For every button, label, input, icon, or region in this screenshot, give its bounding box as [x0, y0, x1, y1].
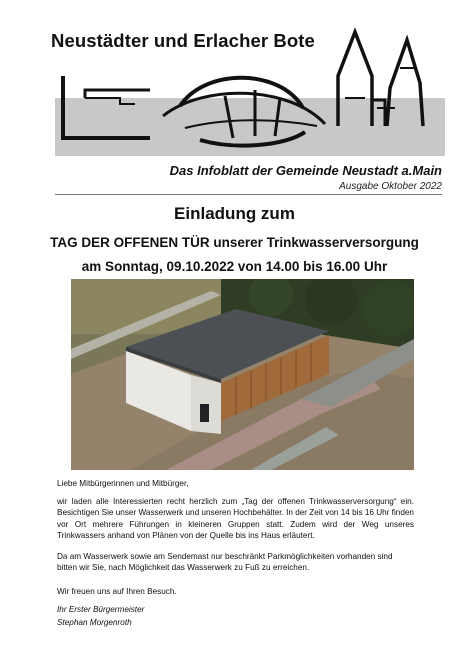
issue-label: Ausgabe Oktober 2022 — [339, 181, 442, 192]
masthead-title: Neustädter und Erlacher Bote — [51, 30, 315, 51]
parking-paragraph: Da am Wasserwerk sowie am Sendemast nur beschränkt Parkmöglichkeiten vorhanden sind bitten wir Sie, nach Möglichkeit das Wasserwerk zu Fuß zu erreichen. — [57, 552, 393, 573]
event-title: TAG DER OFFENEN TÜR unserer Trinkwasserversorgung — [50, 235, 419, 250]
signature-role: Ihr Erster Bürgermeister — [57, 605, 145, 614]
closing-line: Wir freuen uns auf Ihren Besuch. — [57, 587, 177, 596]
invitation-title: Einladung zum — [174, 204, 295, 223]
event-date: am Sonntag, 09.10.2022 von 14.00 bis 16.00 Uhr — [81, 259, 388, 274]
header-divider — [55, 194, 442, 195]
signature-name: Stephan Morgenroth — [57, 618, 132, 627]
invitation-paragraph: wir laden alle Interessierten recht herzlich zum „Tag der offenen Trinkwasserversorgung“ ein. Besichtigen Sie unser Wasserwerk und unseren Hochbehälter. In der Zeit von 14 bis 16 Uhr finden vor Ort mehrere Führungen in kleineren Gruppen statt. Zudem wird der Weg unseres Trinkwassers anhand von Plänen von der Quelle bis ins Haus erläutert. — [57, 497, 414, 541]
newsletter-subtitle: Das Infoblatt der Gemeinde Neustadt a.Main — [169, 163, 442, 178]
greeting: Liebe Mitbürgerinnen und Mitbürger, — [57, 479, 189, 488]
waterworks-building-aerial-photo — [71, 279, 414, 470]
